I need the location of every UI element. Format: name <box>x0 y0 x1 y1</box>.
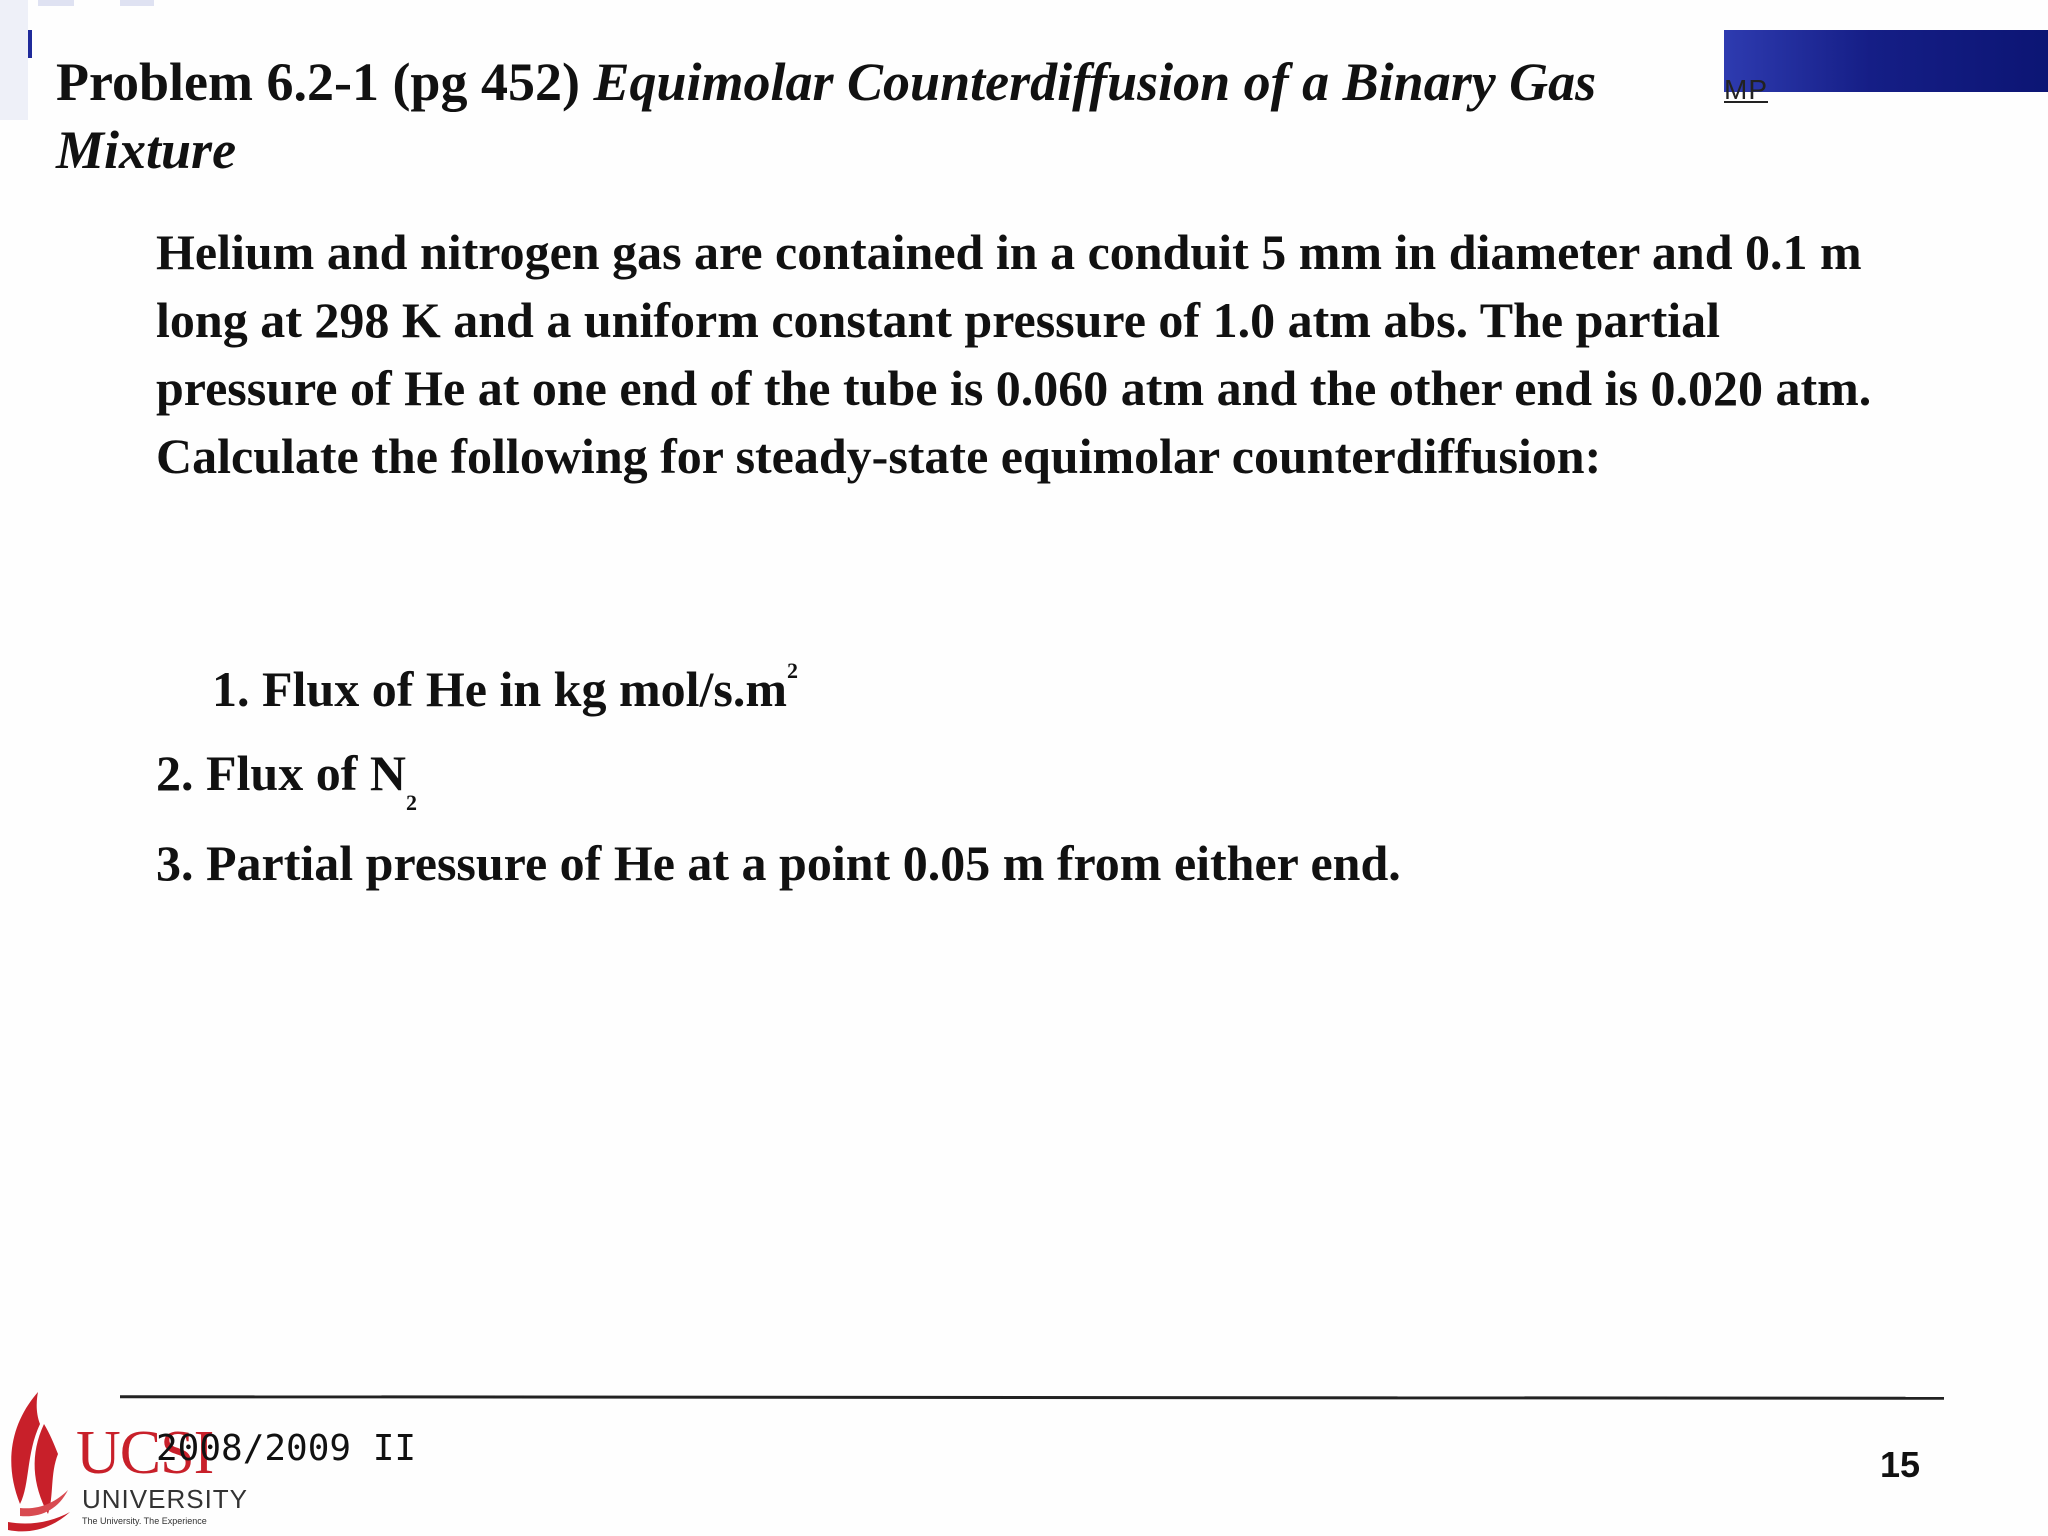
superscript: 2 <box>787 658 799 683</box>
subscript: 2 <box>406 790 417 815</box>
header-tag: MP <box>1724 74 1768 105</box>
logo-subtitle: UNIVERSITY <box>82 1484 249 1514</box>
academic-term: 2008/2009 II <box>156 1428 417 1469</box>
corner-block <box>38 0 74 6</box>
logo-wordmark: UCSI <box>76 1419 214 1487</box>
list-item <box>212 660 798 718</box>
corner-accent-bar <box>28 30 32 58</box>
list-item <box>156 744 417 815</box>
title-italic: Equimolar Counterdiffusion of a Binary Gas Mixture <box>56 52 1597 180</box>
corner-block <box>0 0 28 120</box>
list-item-text: 1. Flux of He in kg mol/s.m <box>212 661 788 717</box>
list-item-text: 3. Partial pressure of He at a point 0.05 m from either end. <box>156 835 1401 891</box>
title-prefix: Problem 6.2-1 (pg 452) <box>56 52 594 112</box>
logo-tagline: The University. The Experience <box>82 1516 207 1526</box>
header-band <box>1724 30 2048 92</box>
corner-block <box>120 0 154 6</box>
list-item <box>156 834 1401 892</box>
list-item-text: 2. Flux of N <box>156 745 406 801</box>
problem-statement: Helium and nitrogen gas are contained in a conduit 5 mm in diameter and 0.1 m long at 298 K and a uniform constant pressure of 1.0 atm abs. The partial pressure of He at one end of the tube is 0.060 atm and the other end is 0.020 atm. Calculate the following for steady-state equimolar counterdiffusion: <box>156 224 1872 484</box>
page-number: 15 <box>1880 1444 1921 1485</box>
footer-divider <box>120 1395 1944 1400</box>
slide-title <box>56 48 1716 184</box>
